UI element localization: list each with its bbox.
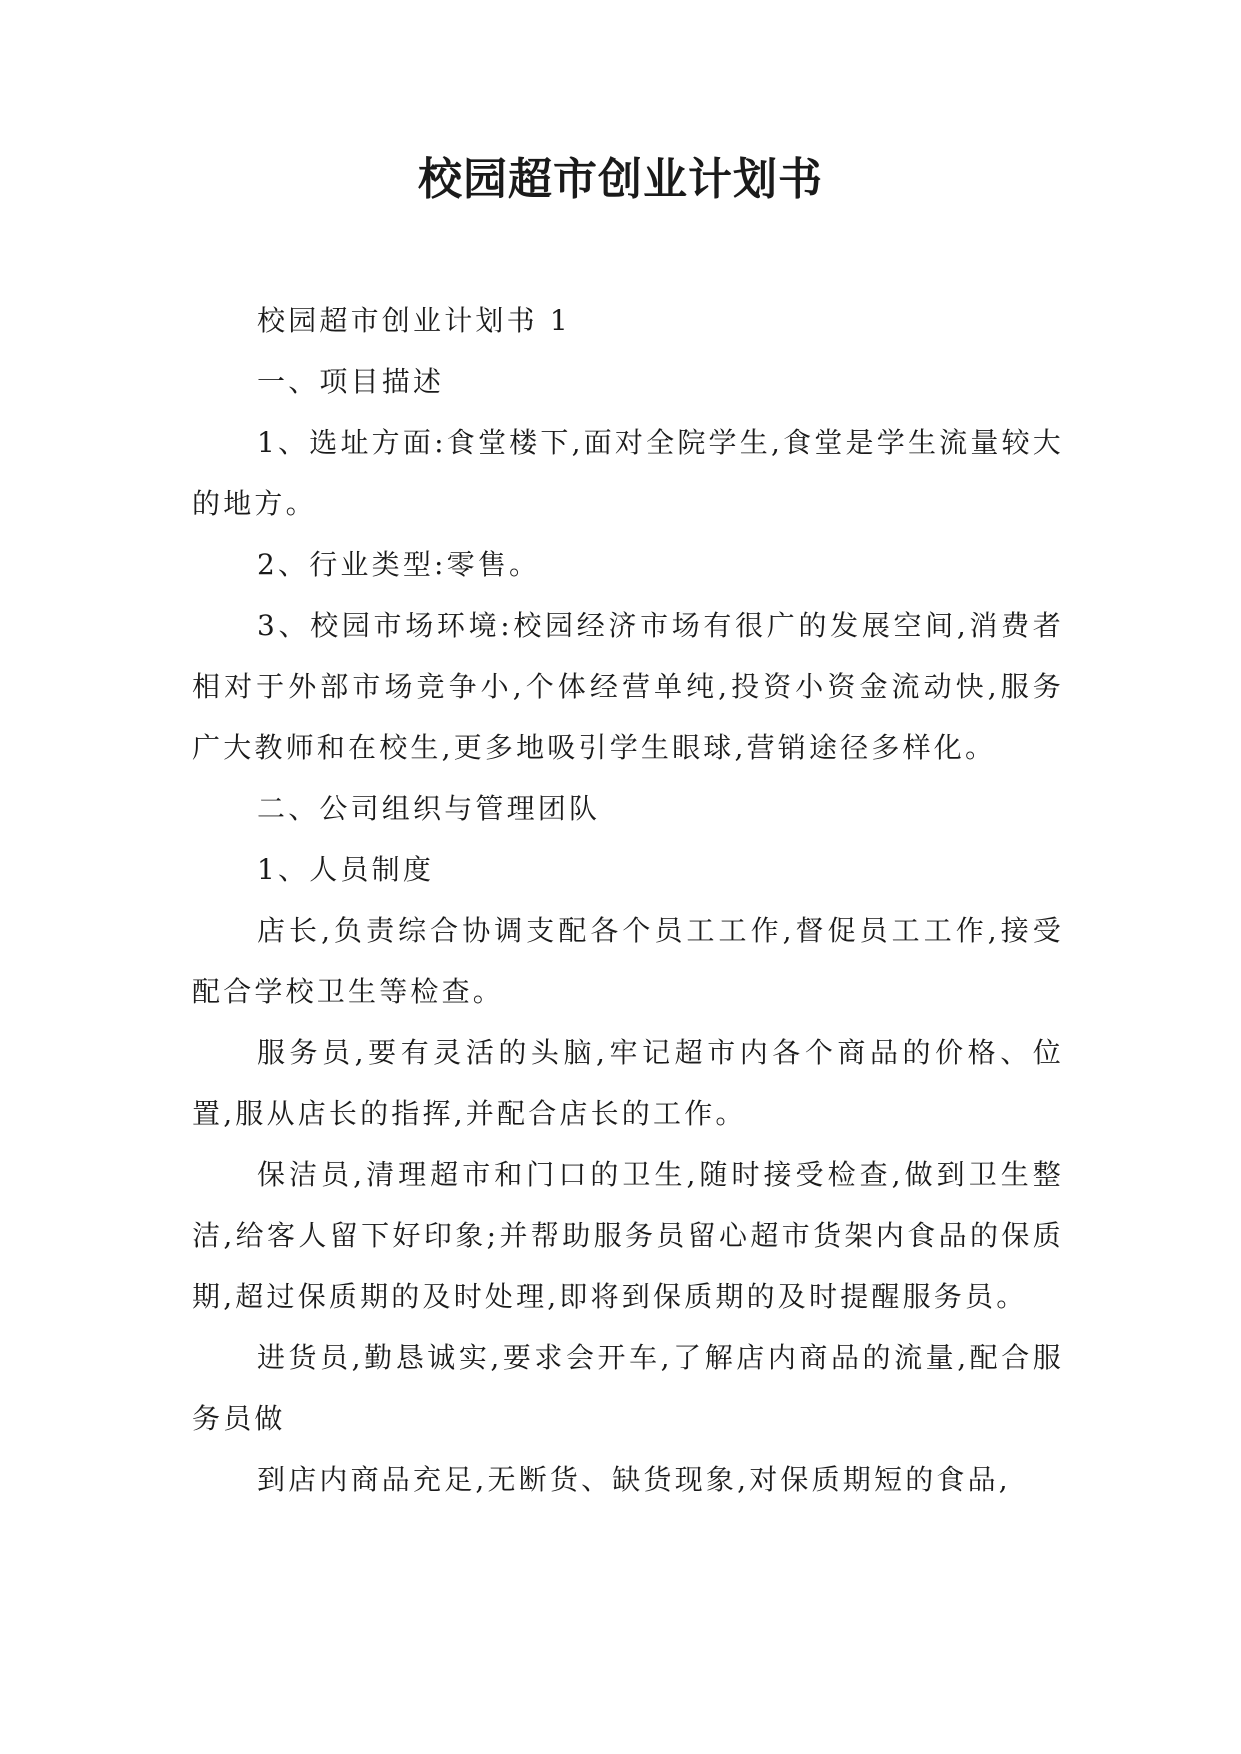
paragraph-industry-type: 2、行业类型:零售。 [257, 548, 541, 581]
document-title: 校园超市创业计划书 [418, 154, 823, 205]
paragraph-purchaser: 进货员,勤恳诚实,要求会开车,了解店内商品的流量,配合服务员做 [192, 1341, 1064, 1435]
section-heading-organization: 二、公司组织与管理团队 [257, 792, 601, 825]
subsection-heading-staff-policy: 1、人员制度 [257, 853, 435, 886]
paragraph-location: 1、选址方面:食堂楼下,面对全院学生,食堂是学生流量较大的地方。 [192, 426, 1064, 520]
paragraph-plan-heading: 校园超市创业计划书 1 [257, 304, 571, 337]
paragraph-cleaner: 保洁员,清理超市和门口的卫生,随时接受检查,做到卫生整洁,给客人留下好印象;并帮助服务员留心超市货架内食品的保质期,超过保质期的及时处理,即将到保质期的及时提醒服务员。 [192, 1158, 1064, 1313]
paragraph-store-manager: 店长,负责综合协调支配各个员工工作,督促员工工作,接受配合学校卫生等检查。 [192, 914, 1064, 1008]
paragraph-stock-continuation: 到店内商品充足,无断货、缺货现象,对保质期短的食品, [257, 1463, 1011, 1496]
document-body [192, 290, 1064, 1510]
paragraph-market-environment: 3、校园市场环境:校园经济市场有很广的发展空间,消费者相对于外部市场竞争小,个体经营单纯,投资小资金流动快,服务广大教师和在校生,更多地吸引学生眼球,营销途径多样化。 [192, 609, 1064, 764]
section-heading-project-description: 一、项目描述 [257, 365, 445, 398]
paragraph-service-staff: 服务员,要有灵活的头脑,牢记超市内各个商品的价格、位置,服从店长的指挥,并配合店长的工作。 [192, 1036, 1064, 1130]
